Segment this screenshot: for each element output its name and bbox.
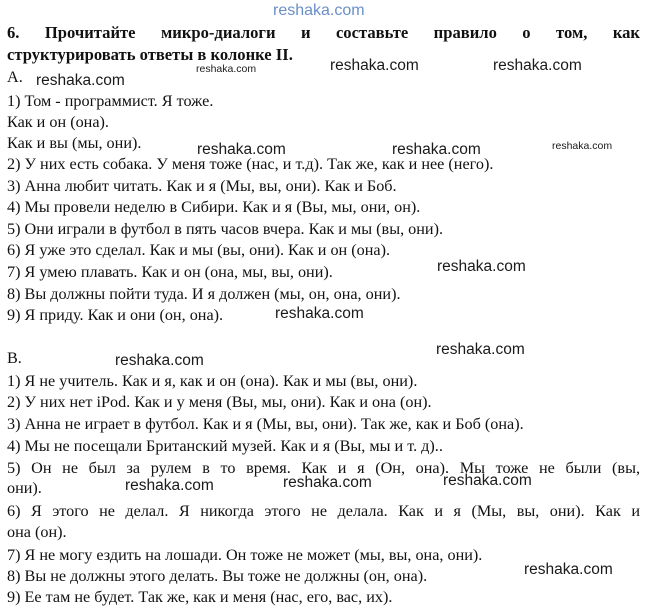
dialogue-line: Как и вы (мы, они). [7, 134, 142, 152]
dialogue-line: она (он). [7, 523, 67, 541]
watermark: reshaka.com [330, 57, 419, 74]
watermark: reshaka.com [36, 72, 125, 89]
dialogue-line: 4) Мы не посещали Британский музей. Как и я (Вы, мы и т. д).. [7, 437, 443, 455]
section-heading-a: A. [7, 68, 23, 86]
watermark: reshaka.com [552, 140, 613, 152]
watermark: reshaka.com [436, 341, 525, 358]
watermark: reshaka.com [524, 561, 613, 578]
dialogue-line: 8) Вы должны пойти туда. И я должен (мы, он, она, они). [7, 285, 401, 303]
dialogue-line: 9) Я приду. Как и они (он, она). [7, 306, 224, 324]
watermark: reshaka.com [273, 2, 365, 19]
watermark: reshaka.com [392, 141, 481, 158]
watermark: reshaka.com [125, 477, 214, 494]
dialogue-line: они). [7, 479, 42, 497]
dialogue-line: 3) Анна любит читать. Как и я (Мы, вы, они). Как и Боб. [7, 177, 397, 195]
dialogue-line: 1) Том - программист. Я тоже. [7, 92, 214, 110]
dialogue-line: 6) Я этого не делал. Я никогда этого не делала. Как и я (Мы, вы, они). Как и [7, 502, 640, 520]
dialogue-line: 8) Вы не должны этого делать. Вы тоже не должны (он, она). [7, 567, 428, 585]
watermark: reshaka.com [196, 63, 257, 75]
dialogue-line: 4) Мы провели неделю в Сибири. Как и я (Вы, мы, они, он). [7, 198, 421, 216]
dialogue-line: 2) У них нет iPod. Как и у меня (Вы, мы, они). Как и она (он). [7, 393, 432, 411]
dialogue-line: 3) Анна не играет в футбол. Как и я (Мы, вы, они). Так же, как и Боб (она). [7, 415, 524, 433]
dialogue-line: 2) У них есть собака. У меня тоже (нас, и т.д). Так же, как и нее (него). [7, 155, 494, 173]
dialogue-line: 9) Ее там не будет. Так же, как и меня (нас, его, вас, их). [7, 588, 393, 606]
watermark: reshaka.com [437, 258, 526, 275]
watermark: reshaka.com [197, 141, 286, 158]
watermark: reshaka.com [493, 57, 582, 74]
dialogue-line: 7) Я умею плавать. Как и он (она, мы, вы, они). [7, 263, 333, 281]
watermark: reshaka.com [443, 472, 532, 489]
dialogue-line: 5) Они играли в футбол в пять часов вчера. Как и мы (вы, они). [7, 220, 444, 238]
section-heading-b: B. [7, 349, 22, 367]
dialogue-line: 5) Он не был за рулем в то время. Как и я (Он, она). Мы тоже не были (вы, [7, 459, 640, 477]
dialogue-line: 7) Я не могу ездить на лошади. Он тоже не может (мы, вы, она, они). [7, 546, 483, 564]
watermark: reshaka.com [275, 305, 364, 322]
dialogue-line: 1) Я не учитель. Как и я, как и он (она). Как и мы (вы, они). [7, 372, 418, 390]
dialogue-line: 6) Я уже это сделал. Как и мы (вы, они). Как и он (она). [7, 241, 391, 259]
dialogue-line: Как и он (она). [7, 113, 109, 131]
exercise-title-line: структурировать ответы в колонке II. [7, 45, 293, 64]
exercise-title-line: 6. Прочитайте микро-диалоги и составьте правило о том, как [7, 23, 640, 42]
watermark: reshaka.com [283, 474, 372, 491]
watermark: reshaka.com [115, 352, 204, 369]
